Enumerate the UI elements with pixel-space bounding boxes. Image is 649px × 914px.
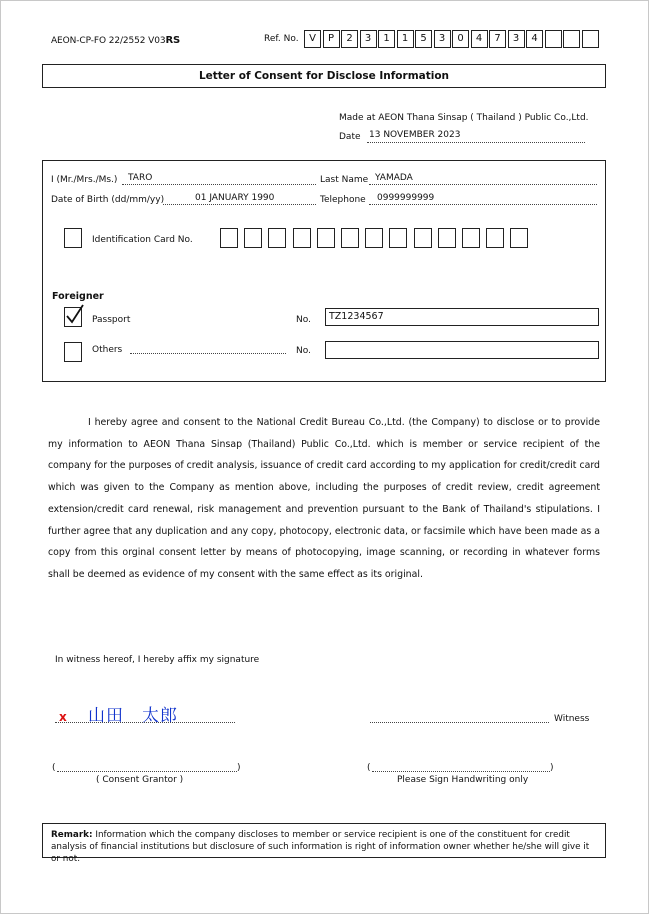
ref-no-char-box[interactable]: 5 bbox=[415, 30, 432, 48]
passport-checkbox[interactable] bbox=[64, 307, 82, 327]
ref-no-char-box[interactable]: 2 bbox=[341, 30, 358, 48]
id-card-digit-box[interactable] bbox=[389, 228, 407, 248]
id-card-digit-box[interactable] bbox=[244, 228, 262, 248]
form-code-suffix: RS bbox=[165, 35, 181, 46]
id-card-digit-box[interactable] bbox=[486, 228, 504, 248]
witness-label: Witness bbox=[554, 714, 590, 724]
ref-no-char-box[interactable]: V bbox=[304, 30, 321, 48]
ref-no-char-box[interactable] bbox=[545, 30, 562, 48]
others-checkbox[interactable] bbox=[64, 342, 82, 362]
checkmark-icon bbox=[64, 303, 86, 325]
id-card-digit-box[interactable] bbox=[220, 228, 238, 248]
form-code bbox=[51, 35, 180, 46]
passport-number-field[interactable]: TZ1234567 bbox=[325, 308, 599, 326]
ref-no-char-box[interactable]: 1 bbox=[378, 30, 395, 48]
ref-no-char-box[interactable]: 3 bbox=[508, 30, 525, 48]
form-code-text: AEON-CP-FO 22/2552 V03 bbox=[51, 36, 166, 46]
ref-no-char-box[interactable]: 3 bbox=[434, 30, 451, 48]
grantor-name-line[interactable] bbox=[57, 771, 237, 772]
others-no-label: No. bbox=[296, 346, 311, 356]
ref-no-char-box[interactable]: 4 bbox=[526, 30, 543, 48]
signature-text: 山田 太郎 bbox=[88, 706, 178, 726]
witness-name-line[interactable] bbox=[372, 771, 550, 772]
passport-no-label: No. bbox=[296, 315, 311, 325]
grantor-paren-close: ) bbox=[237, 763, 241, 773]
witness-signature-line[interactable] bbox=[370, 722, 549, 723]
ref-no-char-box[interactable]: 0 bbox=[452, 30, 469, 48]
ref-no-char-box[interactable]: 3 bbox=[360, 30, 377, 48]
date-value[interactable]: 13 NOVEMBER 2023 bbox=[369, 130, 461, 140]
foreigner-heading: Foreigner bbox=[52, 291, 104, 302]
ref-no-char-box[interactable]: 1 bbox=[397, 30, 414, 48]
remark-text: Information which the company discloses to member or service recipient is one of the constituent for credit analysis of financial institutions but disclosure of such information is right of information owner whether he/she will give it or not. bbox=[51, 830, 590, 864]
telephone-underline bbox=[369, 204, 597, 205]
id-card-digit-box[interactable] bbox=[365, 228, 383, 248]
ref-no-char-box[interactable]: P bbox=[323, 30, 340, 48]
others-number-field[interactable] bbox=[325, 341, 599, 359]
witness-paren-close: ) bbox=[550, 763, 554, 773]
ref-no-label: Ref. No. bbox=[264, 34, 299, 44]
id-card-digit-box[interactable] bbox=[317, 228, 335, 248]
witness-intro: In witness hereof, I hereby affix my signature bbox=[55, 655, 260, 665]
date-underline bbox=[367, 142, 585, 143]
made-at-text: Made at AEON Thana Sinsap ( Thailand ) Public Co.,Ltd. bbox=[339, 113, 589, 123]
id-card-digit-box[interactable] bbox=[438, 228, 456, 248]
passport-label: Passport bbox=[92, 315, 131, 325]
others-underline[interactable] bbox=[130, 353, 286, 354]
id-card-digit-box[interactable] bbox=[510, 228, 528, 248]
id-card-digit-box[interactable] bbox=[293, 228, 311, 248]
id-card-checkbox[interactable] bbox=[64, 228, 82, 248]
others-label: Others bbox=[92, 345, 123, 355]
grantor-caption: ( Consent Grantor ) bbox=[96, 775, 184, 785]
id-card-label: Identification Card No. bbox=[92, 235, 193, 245]
consent-paragraph bbox=[48, 412, 600, 586]
name-label: I (Mr./Mrs./Ms.) bbox=[51, 175, 118, 185]
dob-label: Date of Birth (dd/mm/yy) bbox=[51, 195, 165, 205]
ref-no-char-box[interactable] bbox=[582, 30, 599, 48]
last-name-underline bbox=[369, 184, 597, 185]
witness-paren-open: ( bbox=[367, 763, 371, 773]
id-card-digit-box[interactable] bbox=[268, 228, 286, 248]
ref-no-char-box[interactable]: 4 bbox=[471, 30, 488, 48]
ref-no-char-box[interactable]: 7 bbox=[489, 30, 506, 48]
grantor-paren-open: ( bbox=[52, 763, 56, 773]
dob-value[interactable]: 01 JANUARY 1990 bbox=[195, 193, 275, 203]
id-card-digit-box[interactable] bbox=[414, 228, 432, 248]
id-card-digit-box[interactable] bbox=[341, 228, 359, 248]
telephone-label: Telephone bbox=[320, 195, 366, 205]
dob-underline bbox=[163, 204, 316, 205]
first-name-underline bbox=[122, 184, 316, 185]
id-card-digit-box[interactable] bbox=[462, 228, 480, 248]
date-label: Date bbox=[339, 132, 361, 142]
x-mark: x bbox=[59, 710, 67, 724]
telephone-value[interactable]: 0999999999 bbox=[377, 193, 435, 203]
consent-text: I hereby agree and consent to the National Credit Bureau Co.,Ltd. (the Company) to disclose or to provide my information to AEON Thana Sinsap (Thailand) Public Co.,Ltd. which is member or service recipient of the company for the purposes of credit analysis, issuance of credit card according to my application for credit/credit card which was given to the Company as mention above, including the purposes of credit review, credit agreement extension/credit card renewal, risk management and prevention pursuant to the Bank of Thailand's stipulations. I further agree that any duplication and any copy, photocopy, electronic data, or facsimile which have been made as a copy from this orginal consent letter by means of photocopying, image scanning, or recording in whatever forms shall be deemed as evidence of my consent with the same effect as its original. bbox=[48, 417, 600, 580]
grantor-signature-line[interactable] bbox=[55, 722, 235, 723]
witness-caption: Please Sign Handwriting only bbox=[397, 775, 529, 785]
last-name-value[interactable]: YAMADA bbox=[375, 173, 413, 183]
last-name-label: Last Name bbox=[320, 175, 369, 185]
ref-no-char-box[interactable] bbox=[563, 30, 580, 48]
remark-box bbox=[42, 823, 606, 864]
first-name-value[interactable]: TARO bbox=[128, 173, 153, 183]
page-title: Letter of Consent for Disclose Information bbox=[42, 64, 606, 88]
remark-label: Remark: bbox=[51, 830, 93, 840]
